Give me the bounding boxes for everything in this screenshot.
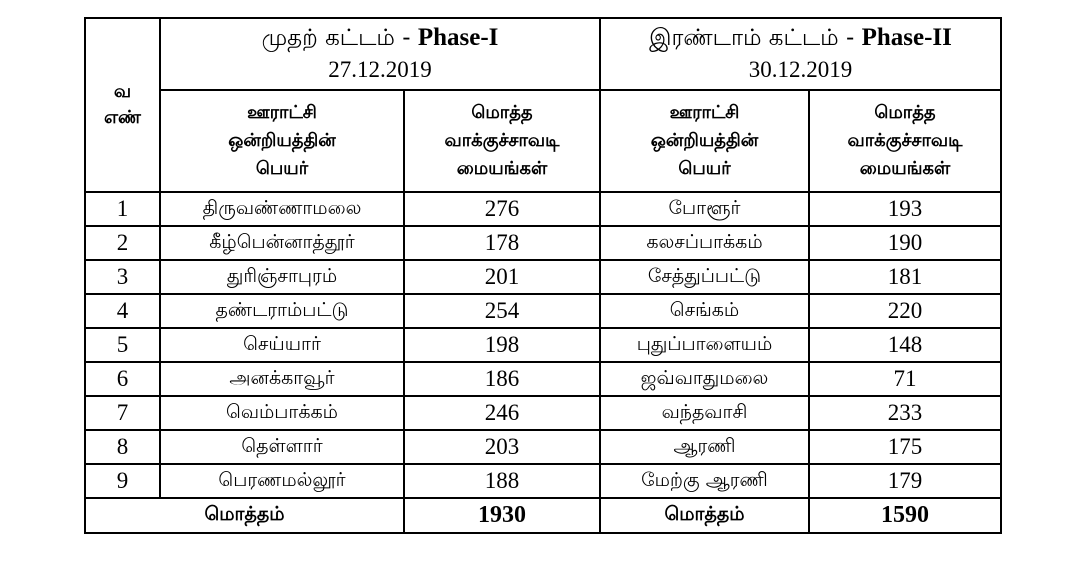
phase2-station-count: 233 [809,396,1001,430]
serial-header-line2: எண் [104,107,141,128]
table-row [85,328,1001,362]
serial-cell: 4 [85,294,160,328]
phase1-header [160,18,600,90]
table-row [85,464,1001,498]
phase2-date: 30.12.2019 [748,57,853,82]
serial-cell: 2 [85,226,160,260]
phase2-union-name: கலசப்பாக்கம் [600,226,809,260]
phase2-station-count: 179 [809,464,1001,498]
phase2-station-count: 193 [809,192,1001,226]
phase2-union-name: சேத்துப்பட்டு [600,260,809,294]
count-header-line2: வாக்குச்சாவடி [444,130,560,151]
phase2-station-count: 148 [809,328,1001,362]
serial-cell: 8 [85,430,160,464]
name-header-line2: ஒன்றியத்தின் [650,130,759,151]
phase1-union-name: வெம்பாக்கம் [160,396,404,430]
phase1-name-header [160,90,404,192]
phase1-union-name: தெள்ளார் [160,430,404,464]
total-row [85,498,1001,533]
table-row [85,362,1001,396]
phase2-title-en: Phase-II [861,24,952,51]
table-row [85,192,1001,226]
phase2-union-name: செங்கம் [600,294,809,328]
table-row [85,396,1001,430]
phase2-station-count: 71 [809,362,1001,396]
phase2-union-name: ஜவ்வாதுமலை [600,362,809,396]
phase1-station-count: 178 [404,226,600,260]
name-header-line3: பெயர் [678,158,731,179]
phase2-title-tamil: இரண்டாம் கட்டம் - [649,25,862,51]
phase2-name-header [600,90,809,192]
phase2-station-count: 190 [809,226,1001,260]
phase1-station-count: 188 [404,464,600,498]
phase2-union-name: ஆரணி [600,430,809,464]
phase1-station-count: 198 [404,328,600,362]
serial-header-line1: வ [113,81,132,102]
phase1-total-label: மொத்தம் [85,498,404,533]
count-header-line3: மையங்கள் [859,158,951,179]
table-row [85,430,1001,464]
table-row [85,260,1001,294]
phase1-station-count: 276 [404,192,600,226]
phase2-station-count: 220 [809,294,1001,328]
serial-cell: 5 [85,328,160,362]
phase2-station-count: 175 [809,430,1001,464]
phase2-union-name: போளூர் [600,192,809,226]
phase1-count-header [404,90,600,192]
phase1-station-count: 203 [404,430,600,464]
serial-cell: 7 [85,396,160,430]
name-header-line1: ஊராட்சி [669,102,740,123]
phase1-title-en: Phase-I [417,24,499,51]
table-row [85,226,1001,260]
count-header-line3: மையங்கள் [456,158,548,179]
phase2-union-name: மேற்கு ஆரணி [600,464,809,498]
phase1-union-name: கீழ்பென்னாத்தூர் [160,226,404,260]
phase2-union-name: புதுப்பாளையம் [600,328,809,362]
phase2-count-header [809,90,1001,192]
name-header-line2: ஒன்றியத்தின் [228,130,336,151]
phase2-union-name: வந்தவாசி [600,396,809,430]
phase1-union-name: செய்யார் [160,328,404,362]
count-header-line1: மொத்த [471,102,533,123]
phase1-union-name: தண்டராம்பட்டு [160,294,404,328]
serial-cell: 9 [85,464,160,498]
name-header-line3: பெயர் [255,158,309,179]
phase1-title-tamil: முதற் கட்டம் - [261,25,418,51]
serial-cell: 3 [85,260,160,294]
phase1-total-value: 1930 [404,498,600,533]
phase1-union-name: திருவண்ணாமலை [160,192,404,226]
phase1-station-count: 201 [404,260,600,294]
phase1-station-count: 246 [404,396,600,430]
phase2-station-count: 181 [809,260,1001,294]
count-header-line2: வாக்குச்சாவடி [847,130,963,151]
name-header-line1: ஊராட்சி [247,102,317,123]
phase1-union-name: துரிஞ்சாபுரம் [160,260,404,294]
phase1-union-name: பெரணமல்லூர் [160,464,404,498]
table-row [85,294,1001,328]
phase1-station-count: 186 [404,362,600,396]
phase2-header [600,18,1001,90]
serial-cell: 6 [85,362,160,396]
serial-cell: 1 [85,192,160,226]
phase1-date: 27.12.2019 [328,57,432,82]
polling-stations-table [84,17,1002,534]
phase1-union-name: அனக்காவூர் [160,362,404,396]
phase1-station-count: 254 [404,294,600,328]
count-header-line1: மொத்த [874,102,936,123]
phase2-total-value: 1590 [809,498,1001,533]
phase2-total-label: மொத்தம் [600,498,809,533]
serial-number-header [85,18,160,192]
